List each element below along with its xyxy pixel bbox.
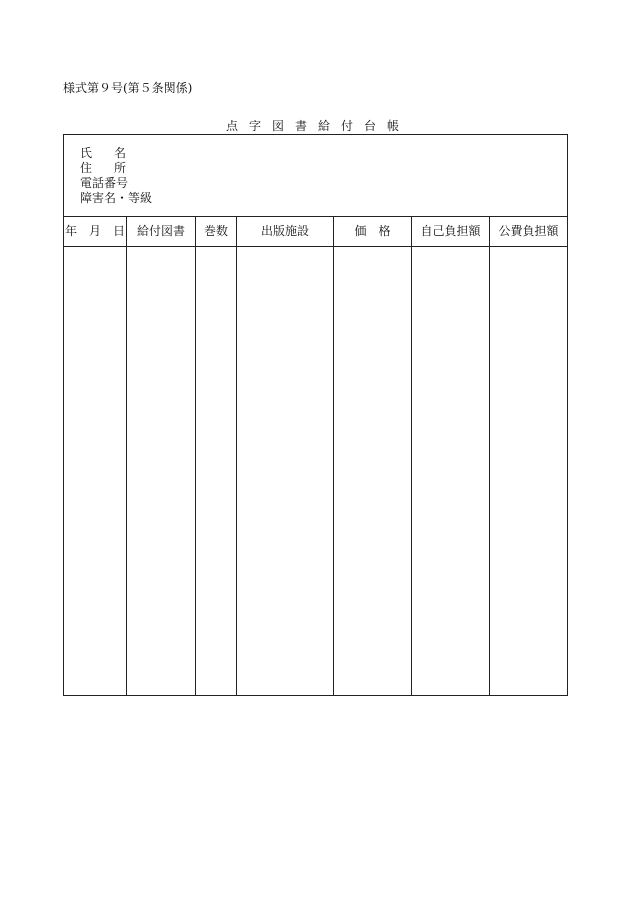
info-row-phone <box>80 175 136 191</box>
ledger-frame <box>63 134 568 696</box>
form-number: 様式第９号(第５条関係) <box>63 81 193 95</box>
table-body-cell-publisher[interactable] <box>237 247 333 695</box>
column-header-date: 年 月 日 <box>64 224 125 238</box>
address-label: 住所 <box>80 161 149 175</box>
table-body-cell-book[interactable] <box>127 247 195 695</box>
document-title: 点字図書給付台帳 <box>225 119 410 133</box>
column-header-self-pay: 自己負担額 <box>420 224 481 238</box>
table-body-cell-public-pay[interactable] <box>490 247 567 695</box>
table-body-cell-price[interactable] <box>334 247 411 695</box>
column-header-publisher: 出版施設 <box>260 224 309 238</box>
info-row-name <box>80 145 156 161</box>
name-label: 氏名 <box>80 146 149 160</box>
column-header-price: 価 格 <box>354 224 391 238</box>
info-row-disability <box>80 190 160 206</box>
column-header-book: 給付図書 <box>136 224 185 238</box>
table-body-cell-date[interactable] <box>64 247 126 695</box>
info-row-address <box>80 160 156 176</box>
table-body-cell-self-pay[interactable] <box>412 247 489 695</box>
disability-label: 障害名・等級 <box>80 191 153 205</box>
table-header-row <box>64 217 567 247</box>
phone-label: 電話番号 <box>80 176 129 190</box>
column-header-volumes: 巻数 <box>203 224 228 238</box>
table-body-cell-volumes[interactable] <box>196 247 236 695</box>
applicant-info-section <box>64 135 567 217</box>
column-header-public-pay: 公費負担額 <box>498 224 559 238</box>
